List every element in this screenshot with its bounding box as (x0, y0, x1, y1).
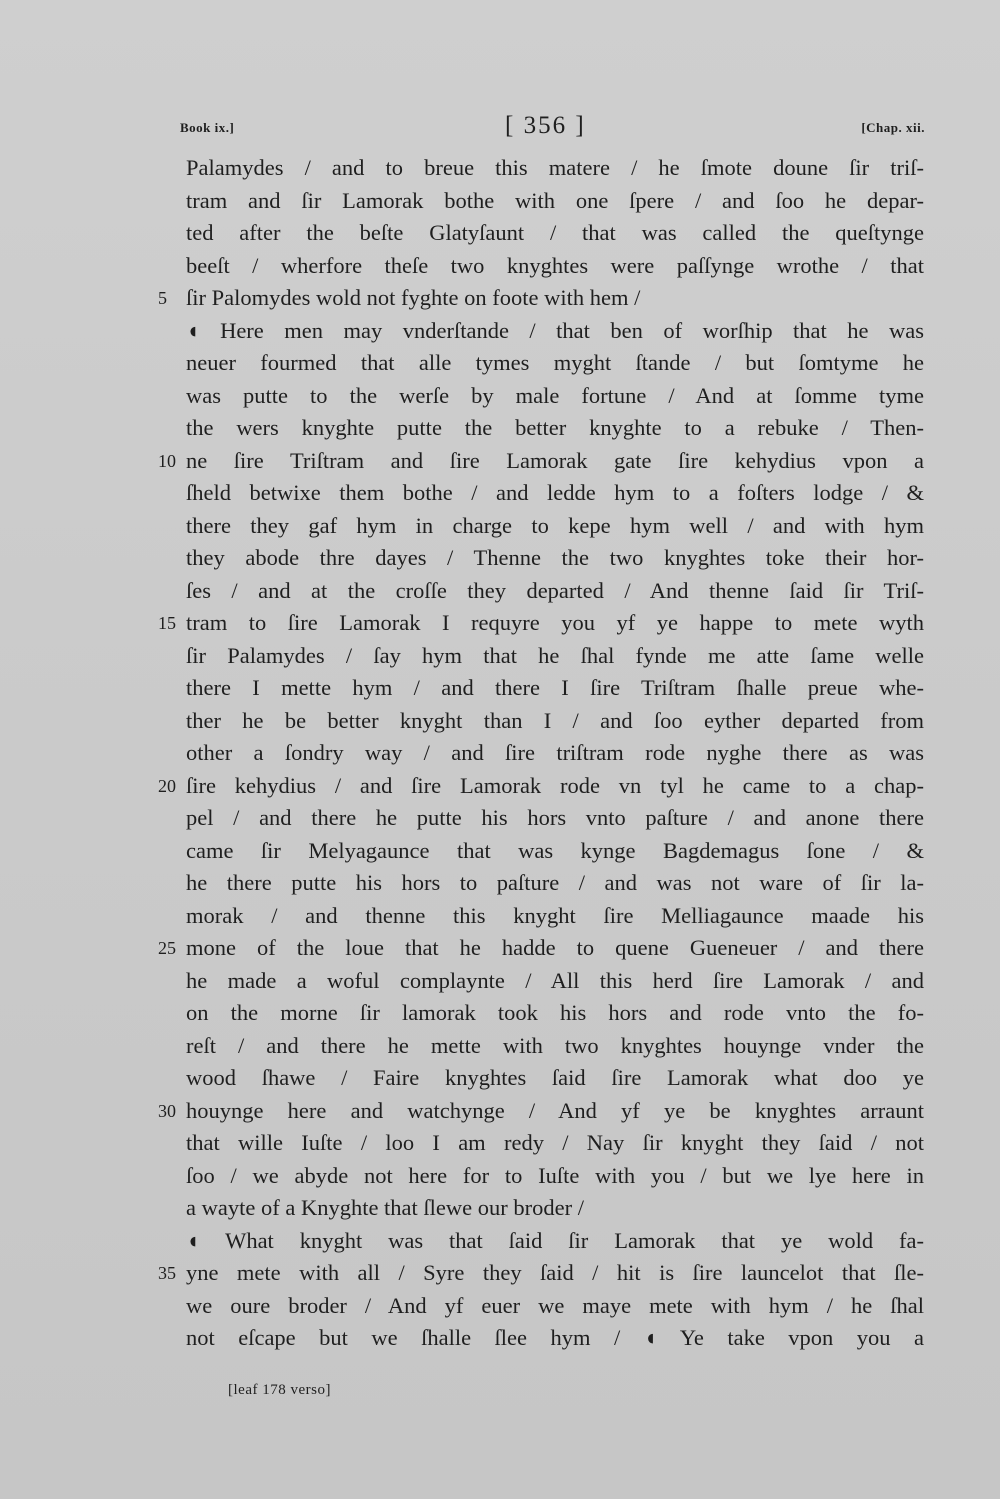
line-text: we oure broder / And yf euer we maye mete with hym / he ſhal (186, 1292, 924, 1318)
line-number: 5 (158, 288, 167, 308)
line-text: yne mete with all / Syre they ſaid / hit is ſire launcelot that ſle- (186, 1260, 924, 1285)
text-line (0, 250, 1000, 283)
book-number: Book ix.] (180, 120, 235, 135)
text-line (0, 607, 1000, 640)
line-text: ſire kehydius / and ſire Lamorak rode vn tyl he came to a chap- (186, 772, 924, 798)
line-text: Palamydes / and to breue this matere / he ſmote doune ſir triſ- (186, 155, 924, 180)
line-number: 10 (158, 450, 176, 471)
line-text: wood ſhawe / Faire knyghtes ſaid ſire Lamorak what doo ye (186, 1065, 924, 1090)
text-line (0, 1290, 1000, 1323)
text-line (0, 1030, 1000, 1063)
line-number: 15 (158, 613, 176, 633)
text-line (0, 575, 1000, 608)
text-line (0, 1322, 1000, 1355)
body-text (0, 152, 1000, 1355)
line-text: there they gaf hym in charge to kepe hym well / and with hym (186, 512, 924, 538)
line-text: ſes / and at the croſſe they departed / And thenne ſaid ſir Triſ- (186, 577, 924, 603)
line-text: on the morne ſir lamorak took his hors and rode vnto the fo- (186, 1000, 924, 1025)
line-text: not eſcape but we ſhalle ſlee hym / ◖ Ye take vpon you a (186, 1325, 924, 1350)
text-line (0, 997, 1000, 1030)
line-text: houynge here and watchynge / And yf ye be knyghtes arraunt (186, 1097, 924, 1123)
text-line (0, 445, 1000, 478)
line-number: 30 (158, 1100, 176, 1121)
text-line (0, 282, 1000, 315)
line-text: he made a woful complaynte / All this herd ſire Lamorak / and (186, 967, 924, 993)
line-text: they abode thre dayes / Thenne the two knyghtes toke their hor- (186, 545, 924, 570)
text-line (0, 477, 1000, 510)
line-text: ted after the beſte Glatyſaunt / that was called the queſtynge (186, 220, 924, 245)
text-line (0, 315, 1000, 348)
text-line (0, 900, 1000, 933)
text-line (0, 510, 1000, 543)
line-text: ſir Palomydes wold not fyghte on foote with hem / (186, 285, 641, 310)
text-line (0, 705, 1000, 738)
line-number: 20 (158, 775, 176, 796)
text-line (0, 867, 1000, 900)
text-line (0, 1225, 1000, 1258)
line-text: tram to ſire Lamorak I requyre you yf ye happe to mete wyth (186, 610, 924, 635)
line-text: there I mette hym / and there I ſire Triſtram ſhalle preue whe- (186, 675, 924, 700)
line-text: that wille Iuſte / loo I am redy / Nay ſir knyght they ſaid / not (186, 1130, 924, 1155)
line-text: ſoo / we abyde not here for to Iuſte with you / but we lye here in (186, 1162, 924, 1188)
text-line (0, 932, 1000, 965)
line-text: ◖ What knyght was that ſaid ſir Lamorak that ye wold fa- (186, 1227, 924, 1253)
line-text: the wers knyghte putte the better knyghte to a rebuke / Then- (186, 415, 924, 440)
text-line (0, 672, 1000, 705)
line-text: neuer fourmed that alle tymes myght ſtande / but ſomtyme he (186, 350, 924, 375)
line-text: was putte to the werſe by male fortune / And at ſomme tyme (186, 382, 924, 408)
text-line (0, 737, 1000, 770)
text-line (0, 1127, 1000, 1160)
text-line (0, 542, 1000, 575)
text-line (0, 185, 1000, 218)
line-text: ſheld betwixe them bothe / and ledde hym to a foſters lodge / & (186, 480, 924, 505)
text-line (0, 965, 1000, 998)
line-text: ther he be better knyght than I / and ſoo eyther departed from (186, 707, 924, 733)
text-line (0, 412, 1000, 445)
line-text: a wayte of a Knyghte that ſlewe our broder / (186, 1195, 584, 1220)
text-line (0, 1257, 1000, 1290)
line-text: ne ſire Triſtram and ſire Lamorak gate ſire kehydius vpon a (186, 447, 924, 473)
line-text: came ſir Melyagaunce that was kynge Bagdemagus ſone / & (186, 837, 924, 863)
line-text: ſir Palamydes / ſay hym that he ſhal fynde me atte ſame welle (186, 642, 924, 668)
text-line (0, 217, 1000, 250)
line-text: beeſt / wherfore theſe two knyghtes were paſſynge wrothe / that (186, 252, 924, 278)
text-line (0, 1160, 1000, 1193)
line-number: 25 (158, 938, 176, 958)
text-line (0, 1192, 1000, 1225)
line-text: other a ſondry way / and ſire triſtram rode nyghe there as was (186, 740, 924, 765)
text-line (0, 1095, 1000, 1128)
text-line (0, 640, 1000, 673)
line-text: morak / and thenne this knyght ſire Melliagaunce maade his (186, 902, 924, 928)
text-line (0, 770, 1000, 803)
text-line (0, 347, 1000, 380)
line-text: ◖ Here men may vnderſtande / that ben of worſhip that he was (186, 317, 924, 343)
page-header (180, 112, 925, 144)
line-text: tram and ſir Lamorak bothe with one ſpere / and ſoo he depar- (186, 187, 924, 213)
text-line (0, 152, 1000, 185)
text-line (0, 835, 1000, 868)
text-line (0, 1062, 1000, 1095)
line-text: pel / and there he putte his hors vnto paſture / and anone there (186, 805, 924, 830)
line-text: he there putte his hors to paſture / and was not ware of ſir la- (186, 870, 924, 895)
line-number: 35 (158, 1263, 176, 1283)
text-line (0, 380, 1000, 413)
line-text: mone of the loue that he hadde to quene Gueneuer / and there (186, 935, 924, 960)
line-text: reſt / and there he mette with two knyghtes houynge vnder the (186, 1032, 924, 1058)
text-line (0, 802, 1000, 835)
chapter-number: [Chap. xii. (861, 120, 925, 135)
page-number: [ 356 ] (505, 112, 586, 139)
leaf-reference: [leaf 178 verso] (228, 1382, 331, 1398)
